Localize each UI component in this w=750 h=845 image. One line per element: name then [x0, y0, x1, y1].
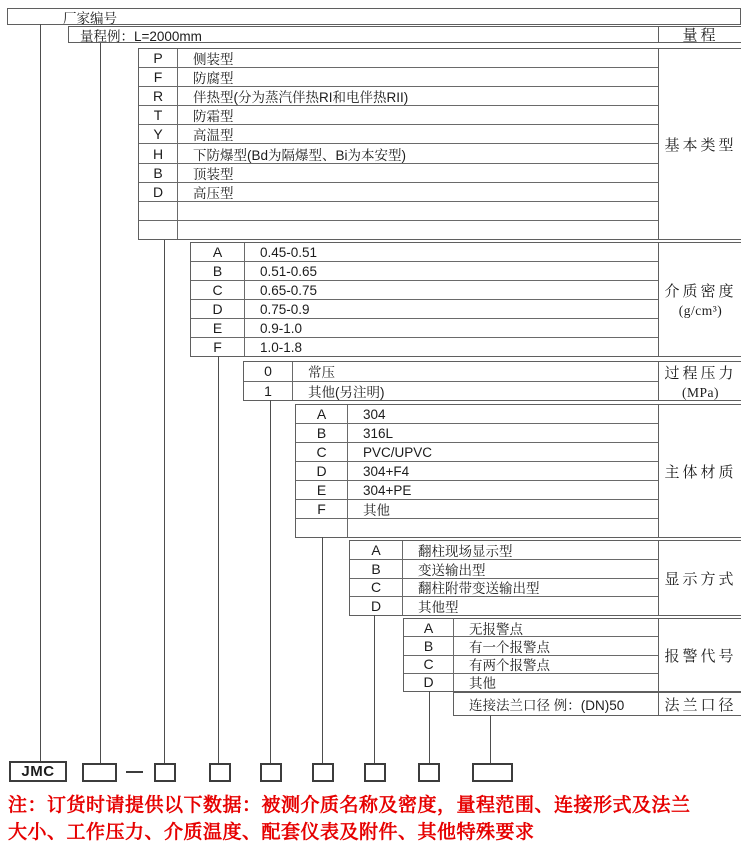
section-label-range: 量程 — [658, 27, 742, 42]
table-row — [139, 202, 740, 221]
desc-cell: 1.0-1.8 — [260, 339, 303, 355]
desc-cell: 0.45-0.51 — [260, 244, 318, 260]
basic-type-rows — [139, 49, 740, 239]
code-cell: F — [139, 68, 178, 86]
code-cell: C — [404, 656, 454, 673]
model-code-box-display — [364, 763, 386, 782]
table-row — [139, 68, 740, 87]
model-prefix-box: JMC — [9, 761, 67, 782]
model-code-box-density — [209, 763, 231, 782]
order-note-line2: 大小、工作压力、介质温度、配套仪表及附件、其他特殊要求 — [8, 822, 535, 843]
code-cell: B — [191, 262, 245, 280]
table-row — [139, 49, 740, 68]
code-cell: 0 — [244, 362, 293, 381]
code-cell: Y — [139, 125, 178, 143]
desc-cell: 0.51-0.65 — [260, 263, 318, 279]
flange-size-text: 连接法兰口径 例：(DN)50 — [469, 698, 625, 713]
code-cell: C — [296, 443, 348, 461]
code-cell — [139, 221, 178, 239]
connector-line — [429, 691, 430, 763]
connector-line — [100, 43, 101, 763]
desc-cell: 304 — [363, 406, 386, 422]
code-cell: 1 — [244, 382, 293, 401]
dash-separator — [126, 771, 143, 773]
table-row — [139, 183, 740, 202]
desc-cell: 下防爆型(Bd为隔爆型、Bi为本安型) — [193, 147, 407, 163]
desc-cell: 变送输出型 — [418, 562, 486, 578]
desc-cell: 防腐型 — [193, 71, 234, 87]
desc-cell: 翻柱现场显示型 — [418, 543, 513, 559]
code-cell: D — [350, 597, 403, 615]
table-row — [139, 125, 740, 144]
connector-line — [218, 356, 219, 763]
code-cell — [139, 202, 178, 220]
model-code-box-material — [312, 763, 334, 782]
desc-cell: 304+F4 — [363, 463, 410, 479]
desc-cell: 高压型 — [193, 185, 234, 201]
code-cell: C — [191, 281, 245, 299]
desc-cell: 翻柱附带变送输出型 — [418, 581, 540, 597]
desc-cell: 无报警点 — [469, 621, 523, 637]
code-cell: T — [139, 106, 178, 124]
code-cell: R — [139, 87, 178, 105]
factory-code-row — [7, 8, 741, 25]
code-cell: B — [139, 164, 178, 182]
factory-code-label: 厂家编号 — [63, 10, 117, 26]
model-code-box-alarm — [418, 763, 440, 782]
desc-cell: 0.75-0.9 — [260, 301, 310, 317]
table-row — [139, 144, 740, 163]
connector-line — [40, 24, 41, 761]
code-cell: B — [296, 424, 348, 442]
desc-cell: 其他 — [363, 503, 390, 518]
connector-line — [322, 537, 323, 763]
basic-type-block — [138, 48, 741, 240]
desc-cell: 侧装型 — [193, 52, 234, 68]
desc-cell: 有一个报警点 — [469, 639, 550, 655]
display-mode-block — [349, 540, 741, 616]
code-cell: F — [296, 500, 348, 518]
section-label-basic-type: 基本类型 — [658, 49, 742, 239]
order-note-line1: 注：订货时请提供以下数据：被测介质名称及密度，量程范围、连接形式及法兰 — [8, 795, 691, 816]
desc-cell: 304+PE — [363, 482, 412, 498]
desc-cell: 防霜型 — [193, 109, 234, 125]
code-cell: H — [139, 144, 178, 162]
connector-line — [270, 400, 271, 763]
desc-cell: 高温型 — [193, 128, 234, 144]
section-label-alarm-code: 报警代号 — [658, 619, 742, 691]
desc-cell: 顶装型 — [193, 166, 234, 182]
code-cell: P — [139, 49, 178, 67]
range-example-row — [68, 26, 741, 43]
desc-cell: 0.9-1.0 — [260, 320, 303, 336]
desc-cell: 316L — [363, 425, 394, 441]
medium-density-block — [190, 242, 741, 357]
section-label-medium-density: 介质密度 (g/cm³) — [658, 243, 742, 356]
model-code-box-flange — [472, 763, 513, 782]
connector-line — [374, 615, 375, 763]
desc-cell: 常压 — [308, 365, 335, 381]
code-cell: B — [404, 637, 454, 654]
code-cell: A — [191, 243, 245, 261]
model-code-box-range — [82, 763, 117, 782]
code-cell: D — [191, 300, 245, 318]
connector-line — [164, 240, 165, 763]
desc-cell: 有两个报警点 — [469, 658, 550, 674]
section-label-flange-size: 法兰口径 — [658, 693, 742, 715]
section-label-body-material: 主体材质 — [658, 405, 742, 537]
code-cell: E — [191, 319, 245, 337]
code-cell: F — [191, 338, 245, 356]
model-code-box-pressure — [260, 763, 282, 782]
code-cell: E — [296, 481, 348, 499]
table-row — [139, 106, 740, 125]
order-note — [8, 792, 748, 845]
range-example-text: 量程例：L=2000mm — [80, 28, 202, 44]
code-cell: D — [139, 183, 178, 201]
flange-size-row — [453, 692, 741, 716]
alarm-code-block — [403, 618, 741, 692]
section-label-display-mode: 显示方式 — [658, 541, 742, 615]
code-cell — [296, 519, 348, 537]
code-cell: D — [404, 674, 454, 691]
desc-cell: PVC/UPVC — [363, 444, 433, 460]
connector-line — [490, 715, 491, 763]
body-material-block — [295, 404, 741, 538]
desc-cell: 0.65-0.75 — [260, 282, 318, 298]
desc-cell: 其他型 — [418, 600, 459, 616]
section-label-process-pressure: 过程压力 (MPa) — [658, 362, 742, 400]
desc-cell: 其他 — [469, 676, 496, 692]
table-row — [139, 87, 740, 106]
process-pressure-block — [243, 361, 741, 401]
code-cell: B — [350, 560, 403, 578]
code-cell: D — [296, 462, 348, 480]
code-cell: C — [350, 579, 403, 597]
model-code-box-basic-type — [154, 763, 176, 782]
desc-cell: 其他(另注明) — [308, 384, 385, 400]
code-cell: A — [296, 405, 348, 423]
code-cell: A — [404, 619, 454, 636]
desc-cell: 伴热型(分为蒸汽伴热RI和电伴热RII) — [193, 90, 409, 106]
table-row — [139, 221, 740, 239]
table-row — [139, 164, 740, 183]
code-cell: A — [350, 541, 403, 559]
